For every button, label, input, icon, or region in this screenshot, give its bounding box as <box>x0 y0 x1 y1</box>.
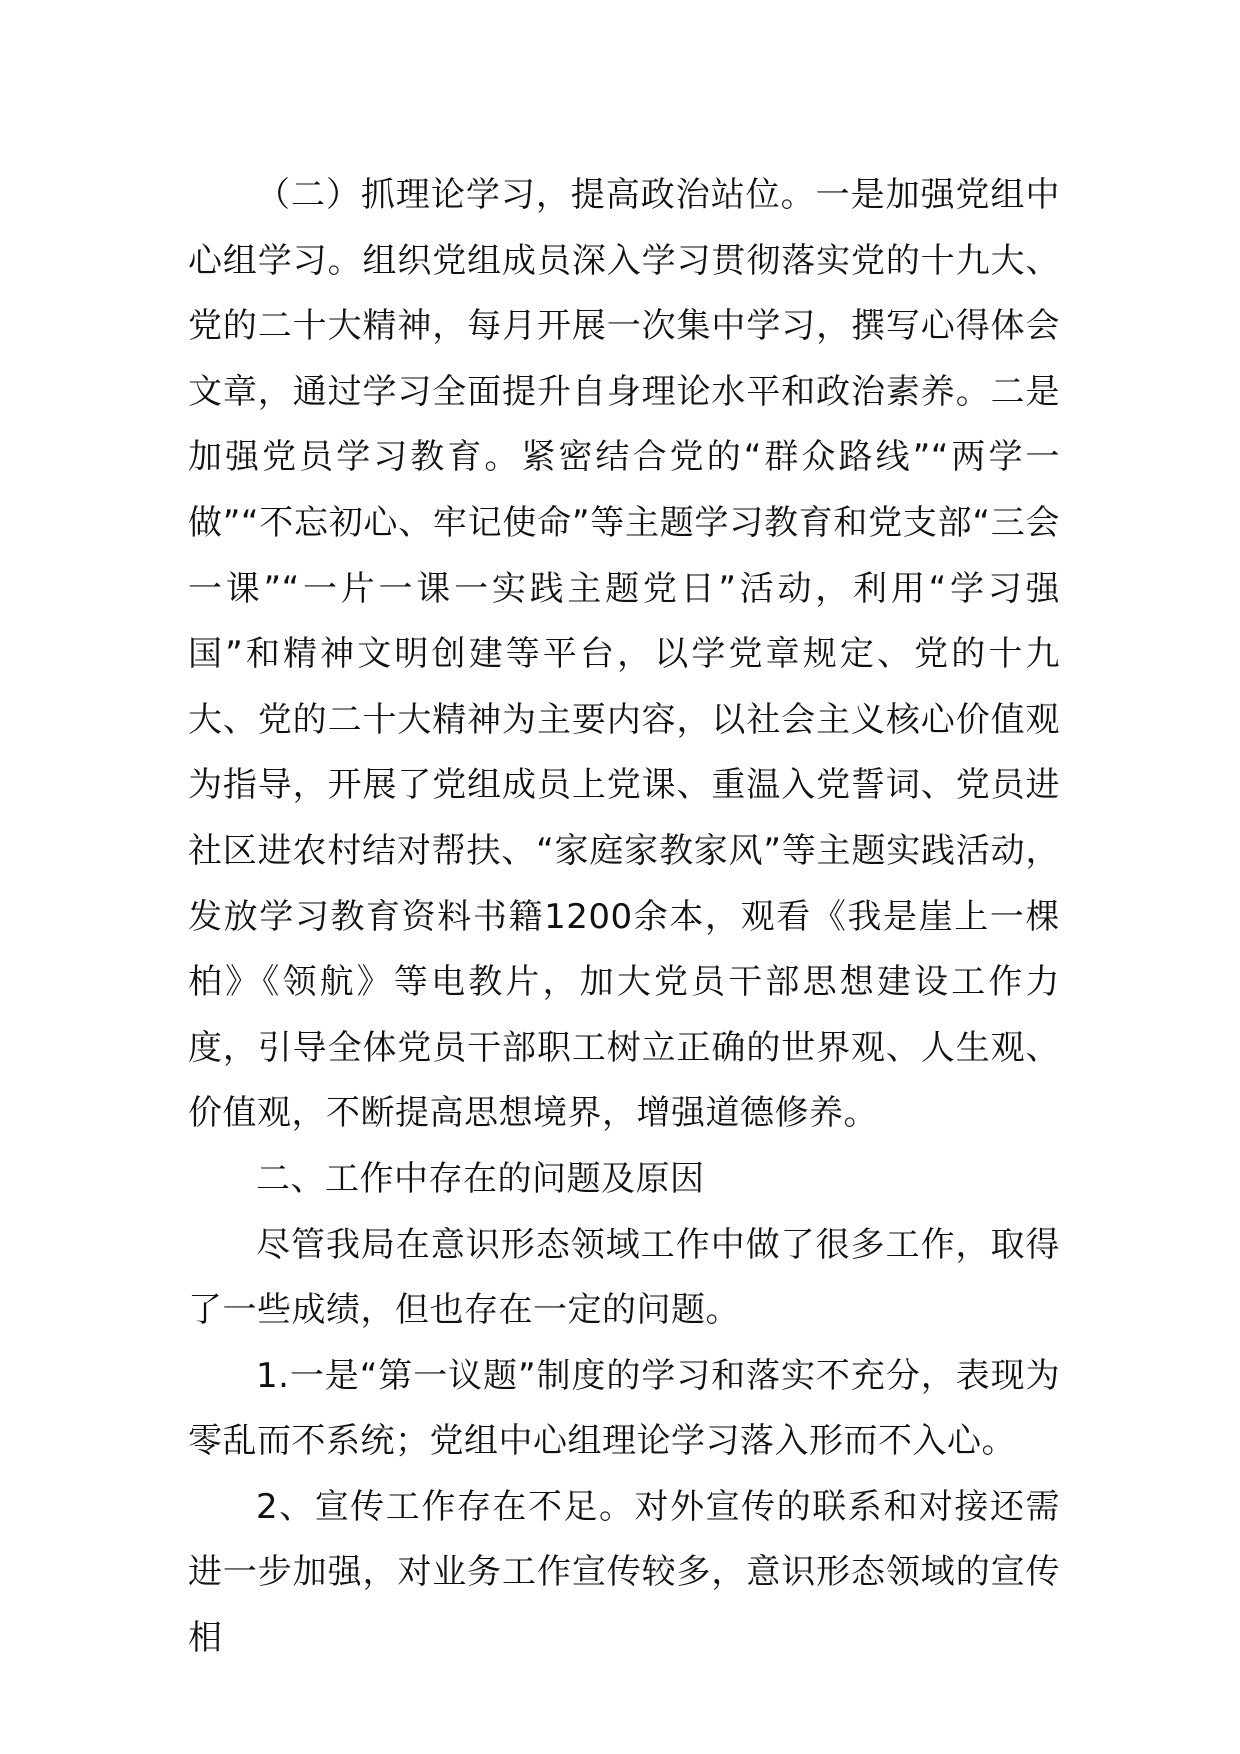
section-heading-problems: 二、工作中存在的问题及原因 <box>256 1158 705 1199</box>
document-body <box>188 163 1060 1672</box>
paragraph-theory-study: （二）抓理论学习，提高政治站位。一是加强党组中心组学习。组织党组成员深入学习贯彻落实党的十九大、党的二十大精神，每月开展一次集中学习，撰写心得体会文章，通过学习全面提升自身理论水平和政治素养。二是加强党员学习教育。紧密结合党的“群众路线”“两学一做”“不忘初心、牢记使命”等主题学习教育和党支部“三会一课”“一片一课一实践主题党日”活动，利用“学习强国”和精神文明创建等平台，以学党章规定、党的十九大、党的二十大精神为主要内容，以社会主义核心价值观为指导，开展了党组成员上党课、重温入党誓词、党员进社区进农村结对帮扶、“家庭家教家风”等主题实践活动，发放学习教育资料书籍1200余本，观看《我是崖上一棵柏》《领航》等电教片，加大党员干部思想建设工作力度，引导全体党员干部职工树立正确的世界观、人生观、价值观，不断提高思想境界，增强道德修养。 <box>188 175 1060 1134</box>
paragraph-problems-intro: 尽管我局在意识形态领域工作中做了很多工作，取得了一些成绩，但也存在一定的问题。 <box>188 1224 1060 1331</box>
paragraph-problem-2: 2、宣传工作存在不足。对外宣传的联系和对接还需进一步加强，对业务工作宣传较多，意识形态领域的宣传相 <box>188 1486 1060 1659</box>
paragraph-problem-1: 1.一是“第一议题”制度的学习和落实不充分，表现为零乱而不系统；党组中心组理论学习落入形而不入心。 <box>188 1355 1060 1462</box>
